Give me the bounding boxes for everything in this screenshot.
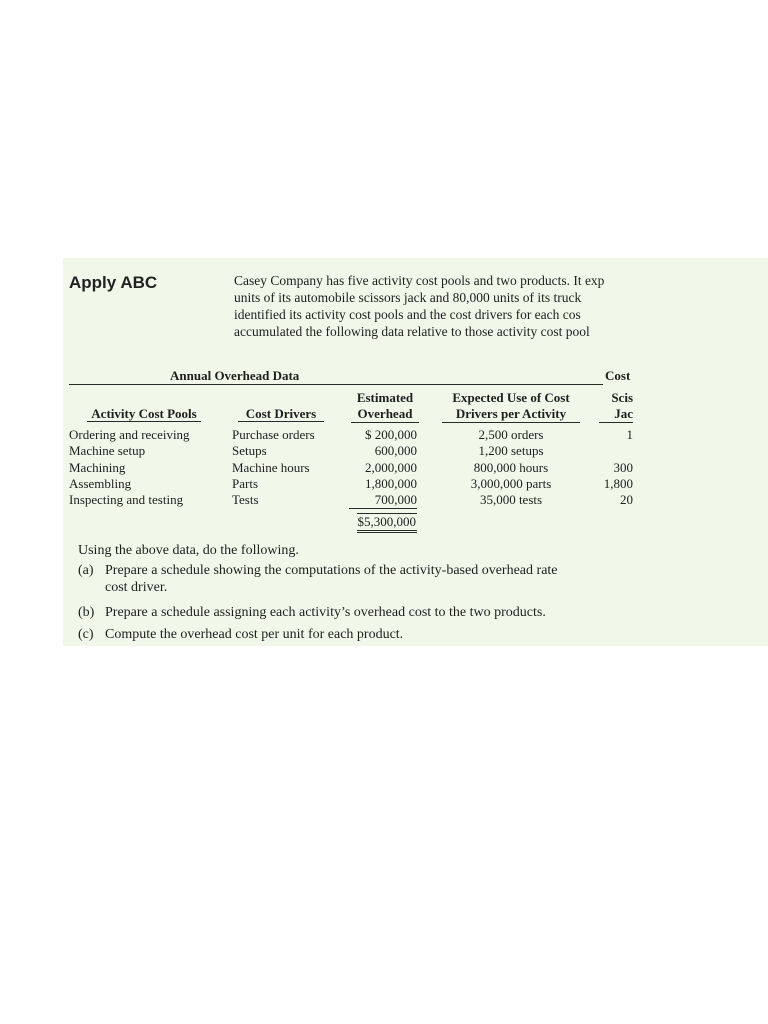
instruction-text: Prepare a schedule showing the computations of the activity-based overhead rate bbox=[105, 563, 558, 578]
header-overhead bbox=[351, 390, 419, 423]
table-cell: Machining bbox=[69, 459, 126, 475]
table-cell: Assembling bbox=[69, 475, 132, 491]
cut-column-title: Cost bbox=[605, 368, 631, 383]
table-cell: Machine setup bbox=[69, 443, 146, 459]
instruction-item-c bbox=[78, 626, 558, 643]
table-cell: Machine hours bbox=[232, 459, 310, 475]
intro-line: Casey Company has five activity cost pools and two products. It exp bbox=[234, 273, 605, 288]
table-cell: 3,000,000 parts bbox=[470, 475, 552, 491]
intro-line: units of its automobile scissors jack and 80,000 units of its truck bbox=[234, 290, 582, 305]
table-cell: Setups bbox=[232, 443, 267, 459]
total-overhead-cell bbox=[349, 513, 417, 533]
header-overhead-line2: Overhead bbox=[357, 406, 413, 421]
header-cut-line1: Scis bbox=[611, 390, 633, 405]
instruction-label: (c) bbox=[78, 627, 94, 642]
table-cell: 20 bbox=[620, 492, 633, 508]
instruction-item-b bbox=[78, 604, 558, 621]
title-rule bbox=[69, 384, 603, 385]
overhead-column bbox=[349, 427, 417, 509]
table-cell: Inspecting and testing bbox=[69, 492, 184, 508]
header-usage-line1: Expected Use of Cost bbox=[452, 390, 570, 405]
instruction-text: cost driver. bbox=[105, 580, 168, 595]
table-cell: 2,000,000 bbox=[365, 459, 417, 475]
instruction-text: Prepare a schedule assigning each activity’s overhead cost to the two products. bbox=[105, 605, 546, 620]
table-cell: 1 bbox=[626, 427, 633, 442]
header-pools bbox=[69, 406, 219, 422]
table-cell: 1,200 setups bbox=[478, 443, 544, 459]
table-cell: 1,800,000 bbox=[365, 475, 417, 491]
header-cut bbox=[599, 390, 633, 423]
header-drivers bbox=[230, 406, 332, 422]
table-cell: 800,000 hours bbox=[473, 459, 549, 475]
table-cell: $ 200,000 bbox=[365, 427, 417, 442]
header-pools-text: Activity Cost Pools bbox=[87, 406, 200, 422]
intro-line: accumulated the following data relative to those activity cost pool bbox=[234, 324, 590, 339]
header-overhead-line1: Estimated bbox=[356, 390, 414, 405]
header-drivers-text: Cost Drivers bbox=[238, 406, 324, 422]
table-cell: Ordering and receiving bbox=[69, 427, 190, 442]
table-cell: Purchase orders bbox=[232, 427, 315, 442]
table-cell: 1,800 bbox=[603, 475, 633, 491]
header-usage bbox=[442, 390, 580, 423]
header-cut-line2: Jac bbox=[614, 406, 633, 421]
total-overhead: $5,300,000 bbox=[357, 513, 418, 533]
instructions-lead: Using the above data, do the following. bbox=[78, 543, 299, 558]
instruction-text: Compute the overhead cost per unit for each product. bbox=[105, 627, 404, 642]
cut-column bbox=[599, 427, 633, 508]
pools-column bbox=[69, 427, 190, 508]
table-cell: Tests bbox=[232, 492, 259, 508]
intro-line: identified its activity cost pools and the cost drivers for each cos bbox=[234, 307, 581, 322]
problem-panel bbox=[63, 258, 768, 646]
table-cell: 600,000 bbox=[374, 443, 417, 459]
problem-heading: Apply ABC bbox=[69, 273, 158, 292]
table-title: Annual Overhead Data bbox=[170, 368, 300, 383]
instructions bbox=[78, 542, 558, 643]
instruction-label: (b) bbox=[78, 605, 95, 620]
table-cell: 2,500 orders bbox=[478, 427, 544, 442]
table-cell: 35,000 tests bbox=[479, 492, 543, 508]
instruction-item-a bbox=[78, 562, 558, 596]
drivers-column bbox=[232, 427, 315, 508]
header-usage-line2: Drivers per Activity bbox=[455, 406, 567, 421]
table-cell: Parts bbox=[232, 475, 258, 491]
table-cell bbox=[599, 443, 633, 459]
usage-column bbox=[442, 427, 580, 508]
instruction-label: (a) bbox=[78, 563, 94, 578]
table-cell: 700,000 bbox=[349, 492, 417, 509]
problem-intro bbox=[234, 272, 604, 340]
table-cell: 300 bbox=[613, 459, 633, 475]
